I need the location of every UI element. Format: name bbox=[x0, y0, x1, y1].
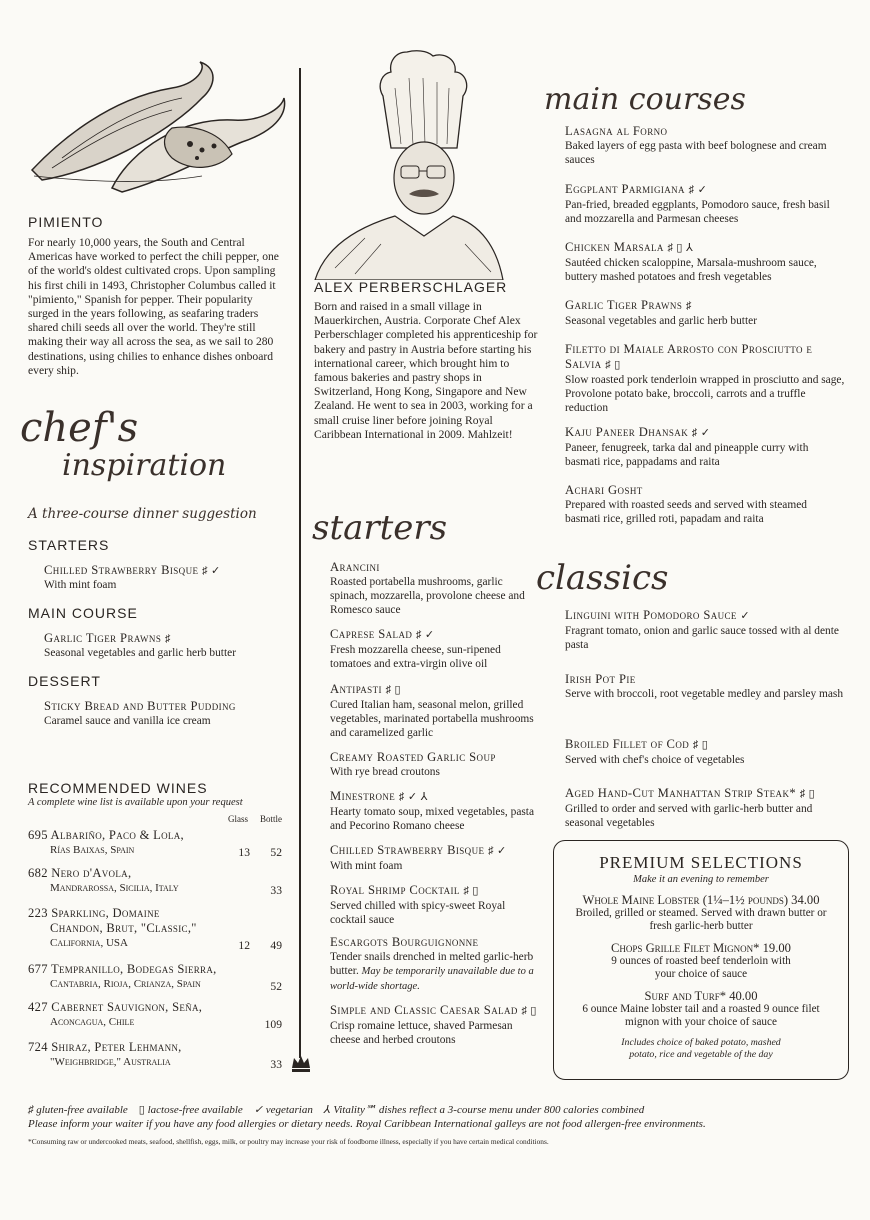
premium-selections-box bbox=[553, 840, 849, 1080]
menu-item-desc-text: Sautéed chicken scaloppine, Marsala-mushroom sauce, buttery mashed potatoes and fresh vegetables bbox=[565, 257, 817, 283]
dietary-icons: ✓ bbox=[740, 610, 751, 622]
premium-item-name: Chops Grille Filet Mignon* 19.00 bbox=[611, 941, 791, 955]
vitality-icon: ⅄ bbox=[323, 1104, 331, 1116]
menu-item-desc-text: Cured Italian ham, seasonal melon, grilled vegetables, marinated portabella mushrooms and caramelized garlic bbox=[330, 699, 534, 739]
dietary-icons: ♯ ▯ ⅄ bbox=[667, 242, 694, 254]
inspiration-dessert-desc: Caramel sauce and vanilla ice cream bbox=[44, 715, 211, 727]
menu-item-name bbox=[330, 935, 538, 950]
menu-item-label: Simple and Classic Caesar Salad bbox=[330, 1003, 518, 1017]
menu-item bbox=[565, 124, 845, 167]
menu-item bbox=[330, 843, 538, 873]
wine-bottle-price: 109 bbox=[264, 1018, 282, 1031]
menu-item-desc bbox=[565, 624, 850, 652]
inspiration-starter-name bbox=[44, 563, 221, 579]
menu-item-label: Chicken Marsala bbox=[565, 240, 664, 254]
gluten-free-label: gluten-free available bbox=[36, 1104, 128, 1116]
wine-glass-price: 13 bbox=[238, 846, 250, 859]
premium-item bbox=[554, 941, 848, 981]
wines-col-bottle: Bottle bbox=[260, 814, 282, 824]
inspiration-main-name bbox=[44, 631, 171, 647]
gluten-free-icon: ♯ bbox=[28, 1104, 34, 1116]
dietary-icons: ♯ ▯ bbox=[692, 739, 709, 751]
dietary-icons: ♯ ✓ bbox=[201, 565, 221, 577]
menu-item-desc bbox=[330, 1019, 538, 1047]
menu-item-label: Escargots Bourguignonne bbox=[330, 935, 479, 949]
pimiento-body: For nearly 10,000 years, the South and Central Americas have worked to perfect the chili pepper, one of the world's oldest cultivated crops. Upon sampling his first chili in 1493, Christopher Columbus called it "pimiento," Spanish for pepper. Their popularity surged in the years following, as seafaring traders shared chili seeds all over the world. They're still making their way all across the sea, as we sail to 280 destinations, using chilies to enhance dishes onboard every ship. bbox=[28, 236, 279, 377]
wine-row bbox=[28, 962, 290, 996]
menu-item-label: Minestrone bbox=[330, 789, 396, 803]
inspiration-main-desc: Seasonal vegetables and garlic herb butter bbox=[44, 647, 236, 659]
wine-bottle-price: 52 bbox=[270, 980, 282, 993]
menu-item-label: Filetto di Maiale Arrosto con Prosciutto e Salvia bbox=[565, 342, 813, 371]
menu-item-label: Broiled Fillet of Cod bbox=[565, 737, 690, 751]
menu-item-name bbox=[565, 483, 845, 498]
menu-item-desc-text: Crisp romaine lettuce, shaved Parmesan cheese and herbed croutons bbox=[330, 1020, 513, 1046]
classics-title: classics bbox=[536, 558, 669, 598]
inspiration-starters-heading: STARTERS bbox=[28, 537, 110, 553]
menu-item bbox=[565, 483, 845, 526]
menu-item-desc bbox=[565, 256, 845, 284]
menu-item bbox=[565, 182, 845, 226]
dietary-icons: ♯ ▯ bbox=[605, 359, 621, 371]
lactose-free-icon: ▯ bbox=[138, 1104, 145, 1116]
dietary-icons: ♯ ✓ bbox=[415, 629, 435, 641]
wine-region: "Weighbridge," Australia bbox=[50, 1056, 171, 1068]
premium-item bbox=[554, 893, 848, 933]
menu-item-desc-text: Baked layers of egg pasta with beef bolognese and cream sauces bbox=[565, 140, 827, 166]
dietary-icons: ♯ ▯ bbox=[463, 885, 479, 897]
wine-region: Aconcagua, Chile bbox=[50, 1016, 135, 1028]
menu-item bbox=[330, 627, 538, 671]
menu-item bbox=[330, 682, 538, 740]
menu-item-label: Garlic Tiger Prawns bbox=[565, 298, 683, 312]
menu-item-desc-text: Serve with broccoli, root vegetable medley and parsley mash bbox=[565, 688, 844, 700]
menu-item-desc bbox=[330, 698, 538, 740]
menu-item-note: May be temporarily unavailable due to a world-wide shortage. bbox=[330, 966, 534, 992]
menu-item bbox=[330, 935, 538, 994]
menu-item-desc bbox=[565, 198, 845, 226]
wine-name: 724 Shiraz, Peter Lehmann, bbox=[28, 1040, 182, 1054]
wine-name: 682 Nero d'Avola, bbox=[28, 866, 132, 880]
menu-item-desc bbox=[330, 950, 538, 994]
menu-item-name bbox=[565, 425, 845, 441]
menu-item-desc bbox=[330, 575, 538, 617]
inspiration-starter-desc: With mint foam bbox=[44, 579, 117, 591]
wine-bottle-price: 52 bbox=[270, 846, 282, 859]
menu-item bbox=[330, 883, 538, 927]
wine-region: California, USA bbox=[50, 937, 128, 949]
menu-item-name bbox=[330, 843, 538, 859]
inspiration-main-heading: MAIN COURSE bbox=[28, 605, 138, 621]
dietary-icons: ♯ ✓ bbox=[487, 845, 507, 857]
menu-item-desc-text: Fragrant tomato, onion and garlic sauce tossed with al dente pasta bbox=[565, 625, 839, 651]
menu-item bbox=[565, 786, 850, 830]
menu-item bbox=[565, 425, 845, 469]
menu-item bbox=[330, 1003, 538, 1047]
menu-item-name bbox=[330, 1003, 538, 1019]
menu-item-desc-text: Roasted portabella mushrooms, garlic spinach, mozzarella, provolone cheese and Romesco sauce bbox=[330, 576, 525, 616]
wine-name: 223 Sparkling, Domaine bbox=[28, 906, 160, 920]
inspiration-subtitle: A three-course dinner suggestion bbox=[28, 506, 257, 522]
starters-title: starters bbox=[312, 508, 448, 548]
premium-note: Includes choice of baked potato, mashed potato, rice and vegetable of the day bbox=[621, 1037, 781, 1060]
premium-item-name: Whole Maine Lobster (1¼–1½ pounds) 34.00 bbox=[582, 893, 820, 907]
dietary-icons: ♯ ▯ bbox=[521, 1005, 537, 1017]
menu-item bbox=[330, 750, 538, 779]
menu-item-name bbox=[330, 682, 538, 698]
menu-item bbox=[565, 342, 845, 415]
chefs-inspiration-title-line2: inspiration bbox=[62, 448, 227, 483]
wine-bottle-price: 33 bbox=[270, 884, 282, 897]
menu-item-desc bbox=[565, 753, 850, 767]
vegetarian-label: vegetarian bbox=[265, 1104, 313, 1116]
wine-bottle-price: 33 bbox=[270, 1058, 282, 1071]
premium-item bbox=[554, 989, 848, 1029]
wine-region: Rías Baixas, Spain bbox=[50, 844, 135, 856]
wine-row bbox=[28, 828, 290, 862]
menu-item-desc bbox=[330, 805, 538, 833]
wine-name: 677 Tempranillo, Bodegas Sierra, bbox=[28, 962, 217, 976]
chef-bio: Born and raised in a small village in Mauerkirchen, Austria. Corporate Chef Alex Perberschlager completed his apprenticeship for bakery and pastry in Austria before starting his international career, which brought him to famous bakeries and pastry shops in Switzerland, Hong Kong, Singapore and New Zealand. He went to sea in 2003, working for a small cruise liner before joining Royal Caribbean International in 2009. Mahlzeit! bbox=[314, 300, 538, 441]
premium-title: PREMIUM SELECTIONS bbox=[599, 853, 803, 872]
premium-item-desc: Broiled, grilled or steamed. Served with drawn butter or fresh garlic-herb butter bbox=[575, 907, 827, 932]
premium-item-desc: 9 ounces of roasted beef tenderloin with your choice of sauce bbox=[611, 955, 791, 980]
wines-subtitle: A complete wine list is available upon your request bbox=[28, 797, 243, 808]
menu-item-label: Arancini bbox=[330, 560, 380, 574]
menu-item-desc-text: Fresh mozzarella cheese, sun-ripened tomatoes and extra-virgin olive oil bbox=[330, 644, 501, 670]
menu-item-desc-text: With mint foam bbox=[330, 860, 403, 872]
menu-item-label: Linguini with Pomodoro Sauce bbox=[565, 608, 737, 622]
main-courses-title: main courses bbox=[544, 82, 746, 117]
consumption-warning: *Consuming raw or undercooked meats, seafood, shellfish, eggs, milk, or poultry may increase your risk of foodborne illness, especially if you have certain medical conditions. bbox=[28, 1137, 549, 1146]
menu-item bbox=[565, 672, 850, 701]
menu-item-name bbox=[330, 627, 538, 643]
menu-item-desc bbox=[565, 139, 845, 167]
menu-item-name bbox=[565, 737, 850, 753]
menu-item-desc-text: Hearty tomato soup, mixed vegetables, pasta and Pecorino Romano cheese bbox=[330, 806, 535, 832]
menu-item-label: Chilled Strawberry Bisque bbox=[330, 843, 485, 857]
menu-item-desc-text: Slow roasted pork tenderloin wrapped in prosciutto and sage, Provolone potato bake, broccoli, carrots and a truffle reduction bbox=[565, 374, 845, 414]
chefs-inspiration-title-line1: chef's bbox=[20, 405, 139, 451]
menu-item-name bbox=[565, 672, 850, 687]
menu-item-desc-text: With rye bread croutons bbox=[330, 766, 440, 778]
menu-item-name bbox=[330, 750, 538, 765]
premium-item-name: Surf and Turf* 40.00 bbox=[644, 989, 758, 1003]
menu-item-label: Eggplant Parmigiana bbox=[565, 182, 685, 196]
chili-pepper-illustration bbox=[22, 58, 292, 198]
menu-item-label: Royal Shrimp Cocktail bbox=[330, 883, 460, 897]
menu-item-label: Creamy Roasted Garlic Soup bbox=[330, 750, 496, 764]
wine-name: 695 Albariño, Paco & Lola, bbox=[28, 828, 184, 842]
wine-row bbox=[28, 1000, 290, 1034]
menu-item bbox=[565, 608, 850, 652]
menu-item-desc-text: Seasonal vegetables and garlic herb butter bbox=[565, 315, 757, 327]
wine-region: Mandrarossa, Sicilia, Italy bbox=[50, 882, 179, 894]
menu-item-name bbox=[565, 182, 845, 198]
wines-col-glass: Glass bbox=[228, 814, 248, 824]
menu-item-label: Irish Pot Pie bbox=[565, 672, 636, 686]
wine-row bbox=[28, 1040, 290, 1074]
menu-item-label: Antipasti bbox=[330, 682, 382, 696]
dietary-icons: ♯ bbox=[164, 633, 171, 645]
menu-item-desc bbox=[330, 859, 538, 873]
wine-region: Cantabria, Rioja, Crianza, Spain bbox=[50, 978, 201, 990]
menu-item-name bbox=[330, 883, 538, 899]
menu-item-desc-text: Prepared with roasted seeds and served with steamed basmati rice, grilled roti, papadam and raita bbox=[565, 499, 807, 525]
chef-portrait-illustration bbox=[305, 48, 505, 280]
premium-item-desc: 6 ounce Maine lobster tail and a roasted 9 ounce filet mignon with your choice of sauce bbox=[582, 1003, 820, 1028]
vitality-label: Vitality℠ dishes reflect a 3-course menu under 800 calories combined bbox=[333, 1104, 645, 1116]
menu-item-desc bbox=[330, 765, 538, 779]
menu-item-desc-text: Tender snails drenched in melted garlic-herb butter. bbox=[330, 951, 534, 977]
dietary-legend bbox=[28, 1103, 644, 1116]
inspiration-main-label: Garlic Tiger Prawns bbox=[44, 631, 162, 645]
allergy-notice: Please inform your waiter if you have any food allergies or dietary needs. Royal Caribbean International galleys are not food allergen-free environments. bbox=[28, 1118, 706, 1130]
menu-item-desc bbox=[565, 498, 845, 526]
inspiration-starter-label: Chilled Strawberry Bisque bbox=[44, 563, 199, 577]
menu-item-label: Lasagna al Forno bbox=[565, 124, 668, 138]
menu-item-label: Achari Gosht bbox=[565, 483, 643, 497]
dietary-icons: ♯ ▯ bbox=[385, 684, 401, 696]
menu-item bbox=[330, 560, 538, 617]
menu-item-desc bbox=[565, 314, 845, 328]
menu-item-desc-text: Served with chef's choice of vegetables bbox=[565, 754, 745, 766]
column-divider bbox=[299, 68, 301, 1058]
menu-item-label: Aged Hand-Cut Manhattan Strip Steak* bbox=[565, 786, 797, 800]
menu-item-label: Caprese Salad bbox=[330, 627, 413, 641]
menu-item-label: Kaju Paneer Dhansak bbox=[565, 425, 689, 439]
menu-item-desc bbox=[565, 441, 845, 469]
menu-item-name bbox=[565, 786, 850, 802]
menu-item-name bbox=[330, 789, 538, 805]
menu-item-desc-text: Pan-fried, breaded eggplants, Pomodoro sauce, fresh basil and mozzarella and Parmesan cheeses bbox=[565, 199, 830, 225]
wine-bottle-price: 49 bbox=[270, 939, 282, 952]
menu-item-name bbox=[565, 608, 850, 624]
menu-item bbox=[565, 298, 845, 328]
dietary-icons: ♯ ✓ bbox=[688, 184, 708, 196]
wine-glass-price: 12 bbox=[238, 939, 250, 952]
dietary-icons: ♯ ▯ bbox=[799, 788, 816, 800]
wine-row bbox=[28, 906, 290, 956]
menu-item-desc bbox=[565, 687, 850, 701]
menu-item-name bbox=[565, 124, 845, 139]
menu-item-desc-text: Paneer, fenugreek, tarka dal and pineapple curry with basmati rice, pappadams and raita bbox=[565, 442, 809, 468]
menu-item bbox=[330, 789, 538, 833]
vegetarian-icon: ✓ bbox=[253, 1104, 264, 1116]
menu-item bbox=[565, 737, 850, 767]
menu-item-desc-text: Served chilled with spicy-sweet Royal cocktail sauce bbox=[330, 900, 506, 926]
wines-title: RECOMMENDED WINES bbox=[28, 780, 208, 796]
dietary-icons: ♯ bbox=[685, 300, 692, 312]
inspiration-dessert-name: Sticky Bread and Butter Pudding bbox=[44, 699, 236, 713]
dietary-icons: ♯ ✓ ⅄ bbox=[398, 791, 428, 803]
inspiration-dessert-heading: DESSERT bbox=[28, 673, 101, 689]
lactose-free-label: lactose-free available bbox=[147, 1104, 243, 1116]
menu-item bbox=[565, 240, 845, 284]
wine-name: 427 Cabernet Sauvignon, Seña, bbox=[28, 1000, 203, 1014]
menu-item-desc-text: Grilled to order and served with garlic-herb butter and seasonal vegetables bbox=[565, 803, 813, 829]
premium-subtitle: Make it an evening to remember bbox=[633, 874, 769, 885]
chef-name: ALEX PERBERSCHLAGER bbox=[314, 279, 508, 295]
dietary-icons: ♯ ✓ bbox=[691, 427, 711, 439]
menu-item-name bbox=[565, 342, 845, 373]
menu-item-name bbox=[565, 240, 845, 256]
menu-item-name bbox=[330, 560, 538, 575]
royal-caribbean-crown-logo bbox=[290, 1052, 312, 1074]
wine-name-cont: Chandon, Brut, "Classic," bbox=[50, 921, 197, 935]
pimiento-title: PIMIENTO bbox=[28, 214, 104, 230]
menu-item-desc bbox=[330, 643, 538, 671]
wine-row bbox=[28, 866, 290, 900]
menu-item-desc bbox=[330, 899, 538, 927]
menu-item-name bbox=[565, 298, 845, 314]
menu-item-desc bbox=[565, 802, 850, 830]
menu-item-desc bbox=[565, 373, 845, 415]
